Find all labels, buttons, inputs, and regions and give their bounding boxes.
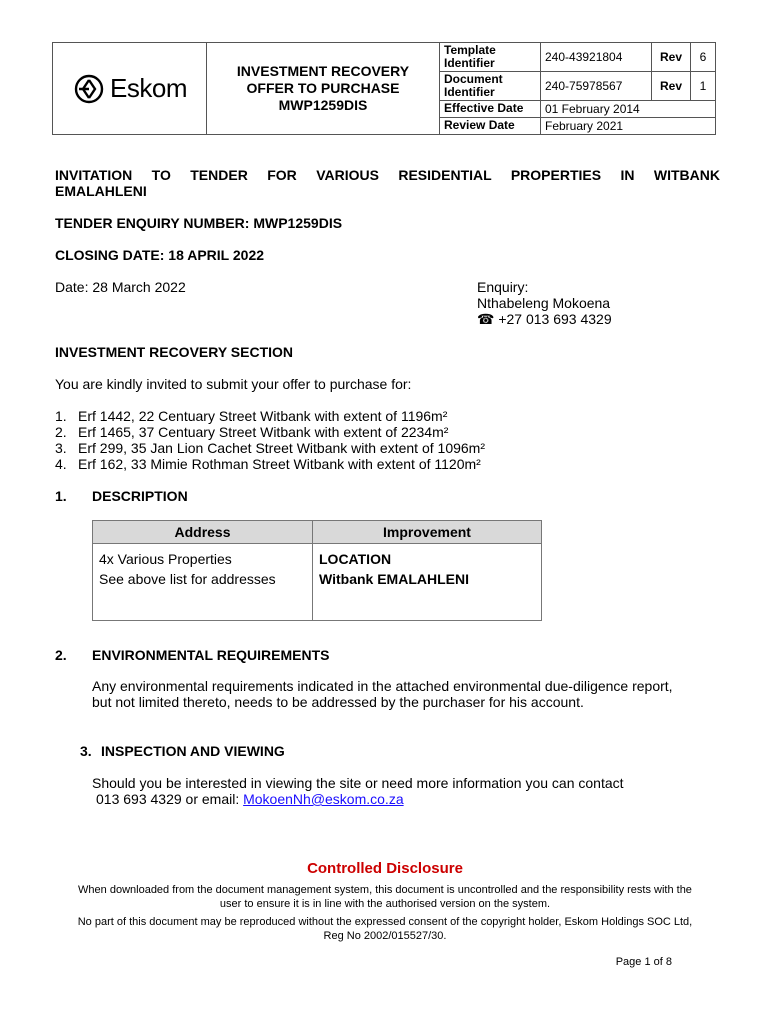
effective-date-label: Effective Date [440,101,541,118]
list-item-number: 2. [55,424,67,440]
invitation-heading-line1: INVITATION TO TENDER FOR VARIOUS RESIDENTIAL PROPERTIES IN WITBANK [55,167,720,183]
address-cell [93,544,313,621]
notice-line: Reg No 2002/015527/30. [323,930,447,942]
enquiry-label: Enquiry: [477,279,529,295]
controlled-disclosure-title: Controlled Disclosure [307,860,463,877]
list-item-number: 3. [55,440,67,456]
template-rev-value: 6 [691,43,716,72]
notice-line: When downloaded from the document management system, this document is uncontrolled and the responsibility rests with the [78,884,692,896]
contact-phone-text: 013 693 4329 or email: [96,791,244,807]
notice-line: user to ensure it is in line with the authorised version on the system. [219,898,551,910]
enquiry-contact-name: Nthabeleng Mokoena [477,295,611,311]
paragraph-line: Any environmental requirements indicated in the attached environmental due-diligence report, [92,678,673,694]
invitation-heading-line2: EMALAHLENI [55,183,147,199]
inspection-heading: INSPECTION AND VIEWING [101,743,285,759]
enquiry-phone-number: +27 013 693 4329 [498,311,612,327]
description-heading: DESCRIPTION [92,488,188,504]
intro-text: You are kindly invited to submit your offer to purchase for: [55,376,412,392]
paragraph-line [92,791,624,807]
enquiry-block [477,279,612,327]
list-item [55,408,485,424]
section-heading: INVESTMENT RECOVERY SECTION [55,344,294,360]
logo-cell [53,43,207,135]
notice-line: No part of this document may be reproduced without the expressed consent of the copyright holder, Eskom Holdings SOC Ltd, [77,916,693,928]
eskom-emblem-icon [72,74,106,104]
document-title [207,43,440,135]
list-item-number: 4. [55,456,67,472]
phone-icon: ☎ [477,311,495,327]
title-line: MWP1259DIS [278,97,368,113]
improvement-line: Witbank EMALAHLENI [319,571,469,587]
document-rev-value: 1 [691,72,716,101]
inspection-paragraph [92,775,624,807]
document-header-table [52,42,716,135]
address-line: 4x Various Properties [99,551,232,567]
tender-enquiry-number: TENDER ENQUIRY NUMBER: MWP1259DIS [55,215,343,231]
template-rev-label: Rev [652,43,691,72]
email-link[interactable]: MokoenNh@eskom.co.za [243,791,404,807]
logo-text: Eskom [110,73,187,103]
title-line: OFFER TO PURCHASE [246,80,400,96]
list-item-text: Erf 1442, 22 Centuary Street Witbank with extent of 1196m² [78,408,448,424]
document-date: Date: 28 March 2022 [55,279,186,295]
environmental-number: 2. [55,647,67,663]
improvement-line: LOCATION [319,551,392,567]
eskom-logo [57,73,202,104]
paragraph-line: but not limited thereto, needs to be addressed by the purchaser for his account. [92,694,584,710]
uncontrolled-notice [40,883,730,911]
review-date-label: Review Date [440,118,541,135]
description-number: 1. [55,488,67,504]
list-item-text: Erf 162, 33 Mimie Rothman Street Witbank with extent of 1120m² [78,456,481,472]
environmental-paragraph [92,678,673,710]
improvement-column-header: Improvement [313,521,542,544]
effective-date-value: 01 February 2014 [541,101,716,118]
list-item [55,440,485,456]
improvement-cell [313,544,542,621]
copyright-notice [40,915,730,943]
list-item [55,424,485,440]
template-identifier-value: 240-43921804 [541,43,652,72]
document-identifier-value: 240-75978567 [541,72,652,101]
paragraph-line: Should you be interested in viewing the site or need more information you can contact [92,775,624,791]
description-table [92,520,542,621]
property-list [55,408,485,472]
closing-date: CLOSING DATE: 18 APRIL 2022 [55,247,265,263]
template-identifier-label: Template Identifier [440,43,541,72]
page-number: Page 1 of 8 [615,956,672,968]
list-item-number: 1. [55,408,67,424]
list-item [55,456,485,472]
inspection-number: 3. [80,743,92,759]
list-item-text: Erf 299, 35 Jan Lion Cachet Street Witbank with extent of 1096m² [78,440,485,456]
environmental-heading: ENVIRONMENTAL REQUIREMENTS [92,647,330,663]
document-identifier-label: Document Identifier [440,72,541,101]
review-date-value: February 2021 [541,118,716,135]
document-rev-label: Rev [652,72,691,101]
address-column-header: Address [93,521,313,544]
list-item-text: Erf 1465, 37 Centuary Street Witbank with extent of 2234m² [78,424,449,440]
enquiry-phone [477,311,612,327]
address-line: See above list for addresses [99,571,276,587]
title-line: INVESTMENT RECOVERY [236,63,410,79]
